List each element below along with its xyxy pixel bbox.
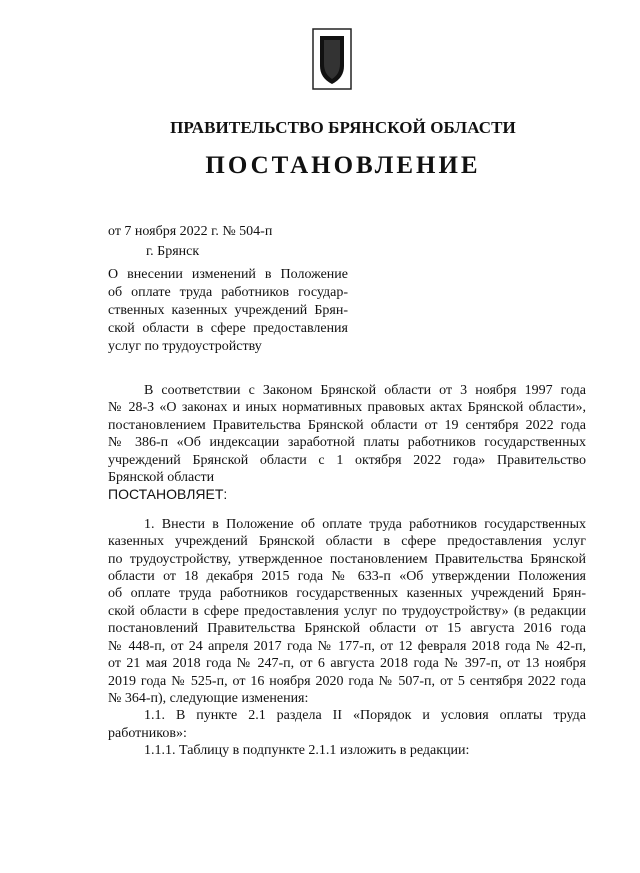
preamble-line: Брянской области xyxy=(108,470,215,486)
preamble-line: В соответствии с Законом Брянской области от 3 ноября 1997 года xyxy=(144,383,586,398)
document-subject xyxy=(108,266,348,356)
item-1-line: от 21 мая 2018 года № 247-п, от 6 августа 2018 года № 397-п, от 13 ноября xyxy=(108,656,586,672)
preamble-line: учреждений Брянской области с 1 октября 2022 года» Правительство xyxy=(108,452,586,468)
preamble-line: № 28-З «О законах и иных нормативных правовых актах Брянской области», xyxy=(108,400,586,416)
item-1-line: 2019 года № 525-п, от 16 ноября 2020 года № 507-п, от 5 сентября 2022 года xyxy=(108,673,586,689)
subject-line: ской области в сфере предоставления xyxy=(108,321,348,336)
item-1-1-line: 1.1. В пункте 2.1 раздела II «Порядок и условия оплаты труда xyxy=(144,708,586,724)
item-1-line: об оплате труда работников государственных казенных учреждений Брян- xyxy=(108,586,586,602)
item-1-line: казенных учреждений Брянской области в сфере предоставления услуг xyxy=(108,534,586,550)
subject-line: об оплате труда работников государ- xyxy=(108,285,348,300)
item-1-line: области от 18 декабря 2015 года № 633-п «Об утверждении Положения xyxy=(108,569,586,585)
document-body xyxy=(108,382,586,760)
item-1-line: ской области в сфере предоставления услуг по трудоустройству» (в редакции xyxy=(108,603,586,619)
document-city: г. Брянск xyxy=(146,244,200,259)
resolves-keyword: ПОСТАНОВЛЯЕТ: xyxy=(108,486,228,503)
organization-title: ПРАВИТЕЛЬСТВО БРЯНСКОЙ ОБЛАСТИ xyxy=(170,118,516,137)
item-1-1-1-line: 1.1.1. Таблицу в подпункте 2.1.1 изложить в редакции: xyxy=(144,743,470,759)
item-1-1-line: работников»: xyxy=(108,725,187,741)
coat-of-arms-icon xyxy=(312,28,352,90)
item-1-line: № 448-п, от 24 апреля 2017 года № 177-п, от 12 февраля 2018 года № 42-п, xyxy=(108,638,586,654)
document-type-title: ПОСТАНОВЛЕНИЕ xyxy=(205,152,481,179)
preamble-line: № 386-п «Об индексации заработной платы работников государственных xyxy=(108,435,586,451)
paragraph-gap xyxy=(108,504,586,516)
subject-line: О внесении изменений в Положение xyxy=(108,267,348,282)
preamble-line: постановлением Правительства Брянской области от 19 сентября 2022 года xyxy=(108,417,586,433)
item-1-line: 1. Внести в Положение об оплате труда работников государственных xyxy=(144,516,586,532)
item-1-line: № 364-п), следующие изменения: xyxy=(108,690,309,706)
item-1-line: по трудоустройству, утвержденное постановлением Правительства Брянской xyxy=(108,551,586,567)
item-1-line: постановлений Правительства Брянской области от 15 августа 2016 года xyxy=(108,621,586,637)
subject-line: ственных казенных учреждений Брян- xyxy=(108,303,348,318)
document-date-number: от 7 ноября 2022 г. № 504-п xyxy=(108,224,273,239)
subject-line: услуг по трудоустройству xyxy=(108,339,262,354)
